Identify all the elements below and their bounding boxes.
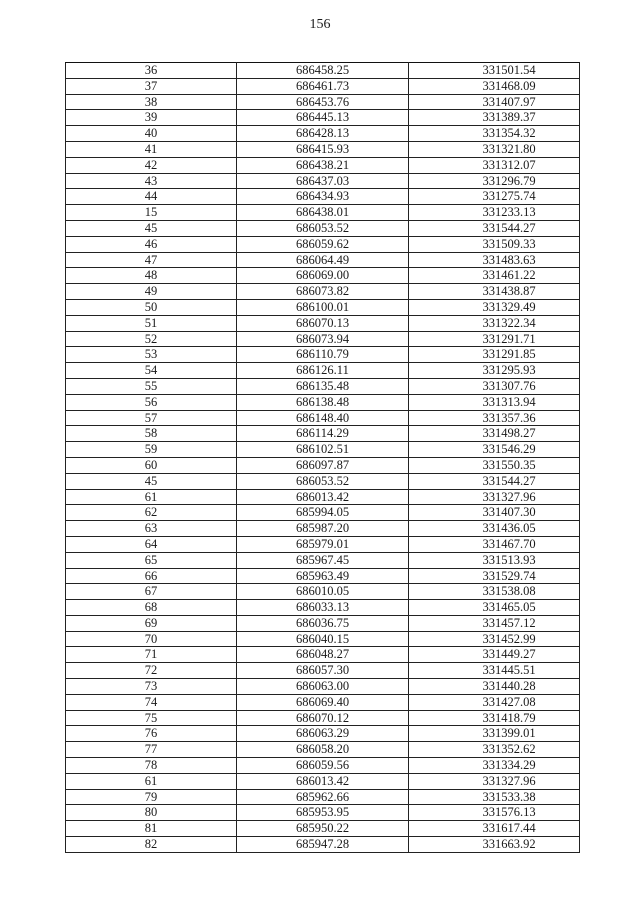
table-row — [66, 268, 580, 284]
table-row — [66, 600, 580, 616]
y-coordinate-cell — [409, 110, 580, 126]
y-coordinate-cell — [409, 78, 580, 94]
point-number-cell: 70 — [66, 631, 237, 647]
x-coordinate-cell: 686073.94 — [237, 331, 409, 347]
table-row — [66, 663, 580, 679]
table-row — [66, 299, 580, 315]
y-coordinate-value: 331327.96 — [482, 489, 536, 504]
y-coordinate-cell — [409, 552, 580, 568]
point-number-cell: 75 — [66, 710, 237, 726]
x-coordinate-cell: 685963.49 — [237, 568, 409, 584]
point-number-cell: 64 — [66, 536, 237, 552]
table-row — [66, 489, 580, 505]
x-coordinate-cell: 686135.48 — [237, 378, 409, 394]
x-coordinate-cell: 686057.30 — [237, 663, 409, 679]
point-number-cell: 76 — [66, 726, 237, 742]
table-row — [66, 173, 580, 189]
y-coordinate-value: 331467.70 — [482, 536, 536, 551]
point-number-cell: 42 — [66, 157, 237, 173]
y-coordinate-value: 331617.44 — [482, 821, 536, 836]
point-number-cell: 71 — [66, 647, 237, 663]
table-row — [66, 347, 580, 363]
x-coordinate-cell: 686059.62 — [237, 236, 409, 252]
table-row — [66, 236, 580, 252]
y-coordinate-value: 331389.37 — [482, 110, 536, 125]
y-coordinate-cell — [409, 157, 580, 173]
point-number-cell: 44 — [66, 189, 237, 205]
y-coordinate-value: 331546.29 — [482, 442, 536, 457]
y-coordinate-cell — [409, 694, 580, 710]
table-row — [66, 505, 580, 521]
point-number-cell: 39 — [66, 110, 237, 126]
x-coordinate-cell: 686010.05 — [237, 584, 409, 600]
y-coordinate-cell — [409, 126, 580, 142]
table-row — [66, 710, 580, 726]
x-coordinate-cell: 686126.11 — [237, 363, 409, 379]
y-coordinate-value: 331445.51 — [482, 663, 536, 678]
table-row — [66, 63, 580, 79]
y-coordinate-cell — [409, 473, 580, 489]
x-coordinate-cell: 685953.95 — [237, 805, 409, 821]
point-number-cell: 66 — [66, 568, 237, 584]
point-number-cell: 63 — [66, 521, 237, 537]
y-coordinate-value: 331334.29 — [482, 758, 536, 773]
x-coordinate-cell: 686445.13 — [237, 110, 409, 126]
y-coordinate-cell — [409, 363, 580, 379]
y-coordinate-cell — [409, 536, 580, 552]
y-coordinate-value: 331461.22 — [482, 268, 536, 283]
y-coordinate-value: 331576.13 — [482, 805, 536, 820]
y-coordinate-cell — [409, 268, 580, 284]
y-coordinate-cell — [409, 821, 580, 837]
table-row — [66, 773, 580, 789]
coordinates-table — [65, 62, 580, 853]
y-coordinate-cell — [409, 805, 580, 821]
y-coordinate-cell — [409, 426, 580, 442]
table-row — [66, 694, 580, 710]
y-coordinate-value: 331352.62 — [482, 742, 536, 757]
point-number-cell: 46 — [66, 236, 237, 252]
y-coordinate-value: 331544.27 — [482, 220, 536, 235]
table-row — [66, 126, 580, 142]
x-coordinate-cell: 686040.15 — [237, 631, 409, 647]
table-row — [66, 837, 580, 853]
y-coordinate-value: 331538.08 — [482, 584, 536, 599]
x-coordinate-cell: 685994.05 — [237, 505, 409, 521]
x-coordinate-cell: 686064.49 — [237, 252, 409, 268]
y-coordinate-value: 331509.33 — [482, 236, 536, 251]
x-coordinate-cell: 686053.52 — [237, 220, 409, 236]
x-coordinate-cell: 686434.93 — [237, 189, 409, 205]
point-number-cell: 15 — [66, 205, 237, 221]
point-number-cell: 74 — [66, 694, 237, 710]
y-coordinate-cell — [409, 220, 580, 236]
y-coordinate-cell — [409, 600, 580, 616]
y-coordinate-value: 331307.76 — [482, 378, 536, 393]
coordinates-table-body — [66, 63, 580, 853]
y-coordinate-value: 331313.94 — [482, 394, 536, 409]
y-coordinate-cell — [409, 442, 580, 458]
x-coordinate-cell: 686428.13 — [237, 126, 409, 142]
y-coordinate-cell — [409, 252, 580, 268]
y-coordinate-cell — [409, 141, 580, 157]
point-number-cell: 54 — [66, 363, 237, 379]
x-coordinate-cell: 685947.28 — [237, 837, 409, 853]
table-row — [66, 568, 580, 584]
y-coordinate-value: 331275.74 — [482, 189, 536, 204]
table-row — [66, 252, 580, 268]
point-number-cell: 65 — [66, 552, 237, 568]
y-coordinate-value: 331533.38 — [482, 789, 536, 804]
table-row — [66, 536, 580, 552]
point-number-cell: 61 — [66, 489, 237, 505]
y-coordinate-cell — [409, 679, 580, 695]
y-coordinate-cell — [409, 331, 580, 347]
x-coordinate-cell: 686415.93 — [237, 141, 409, 157]
x-coordinate-cell: 686070.12 — [237, 710, 409, 726]
table-row — [66, 220, 580, 236]
x-coordinate-cell: 685967.45 — [237, 552, 409, 568]
x-coordinate-cell: 685979.01 — [237, 536, 409, 552]
y-coordinate-cell — [409, 489, 580, 505]
point-number-cell: 59 — [66, 442, 237, 458]
x-coordinate-cell: 686458.25 — [237, 63, 409, 79]
y-coordinate-value: 331663.92 — [482, 837, 536, 852]
y-coordinate-cell — [409, 521, 580, 537]
point-number-cell: 53 — [66, 347, 237, 363]
x-coordinate-cell: 686063.29 — [237, 726, 409, 742]
x-coordinate-cell: 686059.56 — [237, 758, 409, 774]
x-coordinate-cell: 686069.40 — [237, 694, 409, 710]
y-coordinate-value: 331357.36 — [482, 410, 536, 425]
x-coordinate-cell: 686453.76 — [237, 94, 409, 110]
x-coordinate-cell: 686033.13 — [237, 600, 409, 616]
y-coordinate-cell — [409, 63, 580, 79]
point-number-cell: 72 — [66, 663, 237, 679]
y-coordinate-cell — [409, 773, 580, 789]
y-coordinate-cell — [409, 189, 580, 205]
x-coordinate-cell: 686048.27 — [237, 647, 409, 663]
table-row — [66, 284, 580, 300]
table-row — [66, 363, 580, 379]
y-coordinate-cell — [409, 315, 580, 331]
y-coordinate-cell — [409, 394, 580, 410]
x-coordinate-cell: 686069.00 — [237, 268, 409, 284]
table-row — [66, 442, 580, 458]
point-number-cell: 69 — [66, 615, 237, 631]
table-row — [66, 331, 580, 347]
y-coordinate-value: 331449.27 — [482, 647, 536, 662]
x-coordinate-cell: 686148.40 — [237, 410, 409, 426]
y-coordinate-value: 331399.01 — [482, 726, 536, 741]
y-coordinate-cell — [409, 647, 580, 663]
y-coordinate-cell — [409, 568, 580, 584]
table-row — [66, 189, 580, 205]
x-coordinate-cell: 686070.13 — [237, 315, 409, 331]
point-number-cell: 62 — [66, 505, 237, 521]
point-number-cell: 45 — [66, 220, 237, 236]
y-coordinate-value: 331438.87 — [482, 284, 536, 299]
table-row — [66, 552, 580, 568]
y-coordinate-cell — [409, 584, 580, 600]
point-number-cell: 51 — [66, 315, 237, 331]
x-coordinate-cell: 685950.22 — [237, 821, 409, 837]
table-row — [66, 726, 580, 742]
point-number-cell: 37 — [66, 78, 237, 94]
table-row — [66, 805, 580, 821]
x-coordinate-cell: 686013.42 — [237, 773, 409, 789]
y-coordinate-cell — [409, 726, 580, 742]
table-row — [66, 647, 580, 663]
point-number-cell: 80 — [66, 805, 237, 821]
y-coordinate-value: 331513.93 — [482, 552, 536, 567]
table-row — [66, 758, 580, 774]
table-row — [66, 94, 580, 110]
point-number-cell: 61 — [66, 773, 237, 789]
y-coordinate-value: 331233.13 — [482, 205, 536, 220]
table-row — [66, 679, 580, 695]
y-coordinate-value: 331550.35 — [482, 457, 536, 472]
point-number-cell: 48 — [66, 268, 237, 284]
table-row — [66, 615, 580, 631]
y-coordinate-cell — [409, 742, 580, 758]
point-number-cell: 82 — [66, 837, 237, 853]
y-coordinate-value: 331468.09 — [482, 78, 536, 93]
y-coordinate-value: 331501.54 — [482, 63, 536, 77]
point-number-cell: 57 — [66, 410, 237, 426]
table-row — [66, 394, 580, 410]
y-coordinate-value: 331329.49 — [482, 299, 536, 314]
table-row — [66, 378, 580, 394]
y-coordinate-value: 331544.27 — [482, 473, 536, 488]
x-coordinate-cell: 686102.51 — [237, 442, 409, 458]
point-number-cell: 58 — [66, 426, 237, 442]
point-number-cell: 81 — [66, 821, 237, 837]
y-coordinate-value: 331407.97 — [482, 94, 536, 109]
table-row — [66, 410, 580, 426]
point-number-cell: 77 — [66, 742, 237, 758]
x-coordinate-cell: 686138.48 — [237, 394, 409, 410]
x-coordinate-cell: 685962.66 — [237, 789, 409, 805]
y-coordinate-value: 331321.80 — [482, 141, 536, 156]
y-coordinate-value: 331295.93 — [482, 363, 536, 378]
x-coordinate-cell: 686097.87 — [237, 457, 409, 473]
y-coordinate-value: 331483.63 — [482, 252, 536, 267]
x-coordinate-cell: 686114.29 — [237, 426, 409, 442]
y-coordinate-value: 331322.34 — [482, 315, 536, 330]
x-coordinate-cell: 685987.20 — [237, 521, 409, 537]
x-coordinate-cell: 686438.01 — [237, 205, 409, 221]
point-number-cell: 55 — [66, 378, 237, 394]
y-coordinate-cell — [409, 299, 580, 315]
table-row — [66, 789, 580, 805]
point-number-cell: 45 — [66, 473, 237, 489]
y-coordinate-value: 331465.05 — [482, 600, 536, 615]
point-number-cell: 36 — [66, 63, 237, 79]
table-row — [66, 631, 580, 647]
point-number-cell: 49 — [66, 284, 237, 300]
table-row — [66, 521, 580, 537]
point-number-cell: 43 — [66, 173, 237, 189]
y-coordinate-cell — [409, 837, 580, 853]
y-coordinate-cell — [409, 663, 580, 679]
point-number-cell: 56 — [66, 394, 237, 410]
y-coordinate-value: 331418.79 — [482, 710, 536, 725]
y-coordinate-value: 331291.85 — [482, 347, 536, 362]
table-row — [66, 205, 580, 221]
y-coordinate-value: 331296.79 — [482, 173, 536, 188]
y-coordinate-value: 331498.27 — [482, 426, 536, 441]
y-coordinate-cell — [409, 347, 580, 363]
y-coordinate-value: 331291.71 — [482, 331, 536, 346]
y-coordinate-cell — [409, 378, 580, 394]
y-coordinate-cell — [409, 94, 580, 110]
table-row — [66, 821, 580, 837]
table-row — [66, 78, 580, 94]
point-number-cell: 60 — [66, 457, 237, 473]
x-coordinate-cell: 686438.21 — [237, 157, 409, 173]
point-number-cell: 41 — [66, 141, 237, 157]
x-coordinate-cell: 686058.20 — [237, 742, 409, 758]
y-coordinate-cell — [409, 173, 580, 189]
y-coordinate-cell — [409, 505, 580, 521]
y-coordinate-value: 331327.96 — [482, 773, 536, 788]
y-coordinate-value: 331440.28 — [482, 679, 536, 694]
y-coordinate-value: 331457.12 — [482, 615, 536, 630]
x-coordinate-cell: 686110.79 — [237, 347, 409, 363]
x-coordinate-cell: 686013.42 — [237, 489, 409, 505]
y-coordinate-cell — [409, 284, 580, 300]
y-coordinate-value: 331529.74 — [482, 568, 536, 583]
y-coordinate-cell — [409, 410, 580, 426]
y-coordinate-value: 331452.99 — [482, 631, 536, 646]
point-number-cell: 68 — [66, 600, 237, 616]
x-coordinate-cell: 686073.82 — [237, 284, 409, 300]
y-coordinate-cell — [409, 758, 580, 774]
y-coordinate-cell — [409, 710, 580, 726]
point-number-cell: 52 — [66, 331, 237, 347]
x-coordinate-cell: 686461.73 — [237, 78, 409, 94]
x-coordinate-cell: 686437.03 — [237, 173, 409, 189]
y-coordinate-cell — [409, 615, 580, 631]
table-row — [66, 473, 580, 489]
point-number-cell: 78 — [66, 758, 237, 774]
point-number-cell: 40 — [66, 126, 237, 142]
table-row — [66, 157, 580, 173]
table-row — [66, 110, 580, 126]
y-coordinate-cell — [409, 457, 580, 473]
y-coordinate-value: 331407.30 — [482, 505, 536, 520]
y-coordinate-value: 331427.08 — [482, 694, 536, 709]
x-coordinate-cell: 686036.75 — [237, 615, 409, 631]
table-row — [66, 584, 580, 600]
x-coordinate-cell: 686100.01 — [237, 299, 409, 315]
y-coordinate-value: 331436.05 — [482, 521, 536, 536]
table-row — [66, 315, 580, 331]
y-coordinate-cell — [409, 205, 580, 221]
y-coordinate-value: 331354.32 — [482, 126, 536, 141]
point-number-cell: 67 — [66, 584, 237, 600]
x-coordinate-cell: 686053.52 — [237, 473, 409, 489]
y-coordinate-value: 331312.07 — [482, 157, 536, 172]
y-coordinate-cell — [409, 236, 580, 252]
point-number-cell: 50 — [66, 299, 237, 315]
table-row — [66, 141, 580, 157]
y-coordinate-cell — [409, 789, 580, 805]
point-number-cell: 73 — [66, 679, 237, 695]
table-row — [66, 742, 580, 758]
y-coordinate-cell — [409, 631, 580, 647]
point-number-cell: 79 — [66, 789, 237, 805]
table-row — [66, 457, 580, 473]
page-number: 156 — [309, 17, 331, 32]
x-coordinate-cell: 686063.00 — [237, 679, 409, 695]
point-number-cell: 47 — [66, 252, 237, 268]
point-number-cell: 38 — [66, 94, 237, 110]
table-row — [66, 426, 580, 442]
